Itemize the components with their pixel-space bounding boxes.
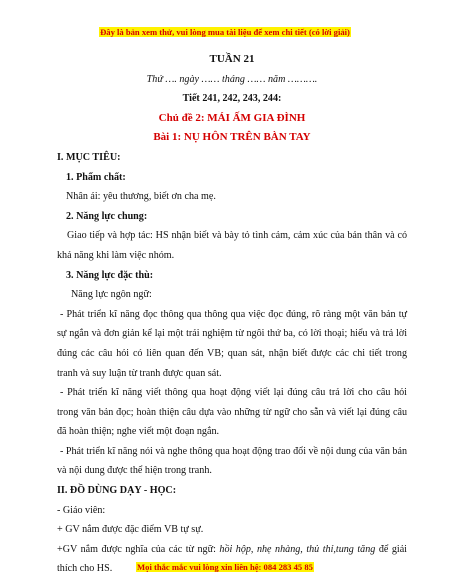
reading-skill-paragraph: - Phát triển kĩ năng đọc thông qua thông qua việc đọc đúng, rõ ràng một văn bản tự sự ngắn và đơn giản kể lại một trải nghiệm từ ngôi thứ ba, có lời thoại; hiểu và trả lời đúng các câu hỏi có liên quan đến VB; quan sát, nhận biết được các chi tiết trong tranh và suy luận từ tranh được quan sát. [57,308,407,379]
contact-banner-text: Mọi thắc mắc vui lòng xin liên hệ: 084 283 45 85 [137,562,313,572]
language-competence-label: Năng lực ngôn ngữ: [71,289,152,301]
teacher-label: - Giáo viên: [57,504,106,516]
periods-heading: Tiết 241, 242, 243, 244: [182,93,282,105]
subsection-qualities-title: 1. Phẩm chất: [66,171,126,183]
lesson-plan-content [57,50,407,579]
subsection-specific-competence-title: 3. Năng lực đặc thù: [66,269,154,281]
contact-banner [0,561,450,573]
teacher-item-2-prefix: +GV nắm được nghĩa của các từ ngữ: [57,543,220,555]
general-competence-text: Giao tiếp và hợp tác: HS nhận biết và bày tỏ tình cảm, cảm xúc của bản thân và có khả năng khi làm việc nhóm. [57,230,407,261]
teacher-item-2 [57,540,407,579]
section-materials-title: II. ĐỒ DÙNG DẠY - HỌC: [57,485,177,497]
preview-banner [0,26,450,38]
teacher-item-1: + GV nắm được đặc điểm VB tự sự. [57,524,204,536]
lesson-heading: Bài 1: NỤ HÔN TRÊN BÀN TAY [153,131,311,144]
teacher-item-2-terms: hồi hộp, nhẹ nhàng, thủ thỉ,tung tăng [219,543,376,555]
week-heading: TUẦN 21 [209,53,255,65]
speaking-skill-paragraph: - Phát triển kĩ năng nói và nghe thông qua hoạt động trao đổi về nội dung của văn bản và nội dung được thể hiện trong tranh. [57,445,407,477]
date-line: Thứ …. ngày …… tháng …… năm ………. [146,73,318,85]
writing-skill-paragraph: - Phát triển kĩ năng viết thông qua hoạt động viết lại đúng câu trả lời cho câu hỏi trong văn bản đọc; hoàn thiện câu dựa vào những từ ngữ cho sẵn và viết lại đúng câu đã hoàn thiện; nghe viết một đoạn ngắn. [57,387,407,438]
section-objectives-title: I. MỤC TIÊU: [57,151,121,163]
subsection-general-competence-title: 2. Năng lực chung: [66,210,148,222]
topic-heading: Chủ đề 2: MÁI ẤM GIA ĐÌNH [158,111,306,124]
preview-banner-text: Đây là bản xem thử, vui lòng mua tài liệu để xem chi tiết (có lời giải) [100,27,350,37]
teacher-item-2-suffix: để giải thích cho HS. [57,543,407,575]
qualities-text: Nhân ái: yêu thương, biết ơn cha mẹ. [66,191,216,203]
